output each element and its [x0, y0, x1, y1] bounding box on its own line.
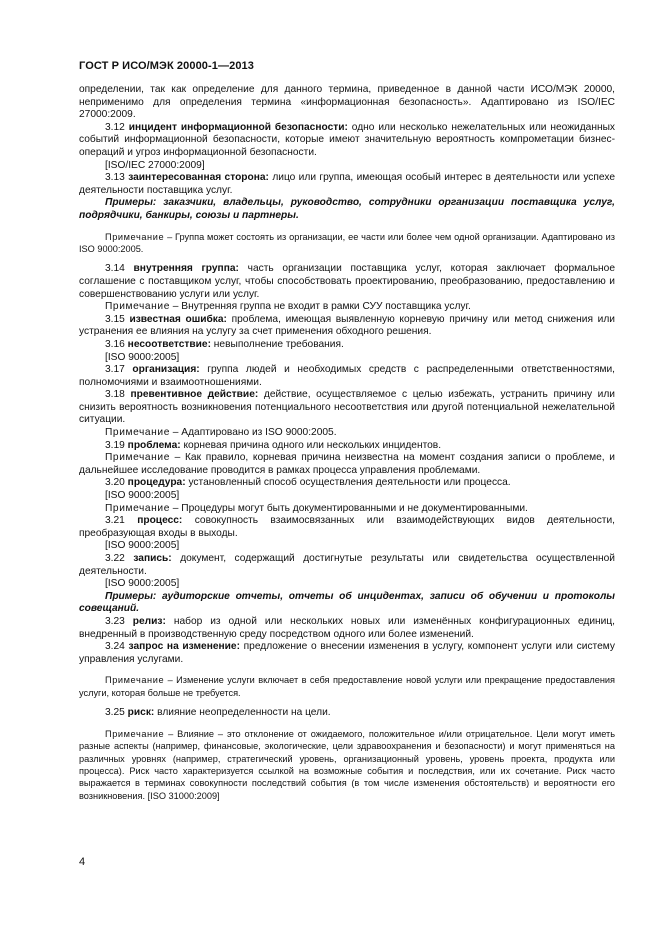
definition-3-13	[79, 172, 615, 197]
note	[79, 674, 615, 699]
definition-term: запрос на изменение:	[128, 641, 240, 653]
definition-term: инцидент информационной безопасности:	[128, 121, 348, 133]
definition-term: процедура:	[127, 477, 186, 489]
definition-term: известная ошибка:	[129, 313, 227, 325]
definition-3-15	[79, 314, 615, 339]
definition-3-20	[79, 477, 615, 490]
definition-term: превентивное действие:	[130, 389, 259, 401]
definition-3-21	[79, 515, 615, 540]
definition-number: 3.14	[105, 263, 134, 275]
note-label: Примечание	[105, 728, 165, 739]
definition-number: 3.22	[105, 553, 134, 564]
note-text: – Изменение услуги включает в себя предоставление новой услуги или прекращение предоставления услуги, которая больше не требуется.	[79, 675, 615, 698]
definition-text: установленный способ осуществления деятельности или процесса.	[185, 477, 511, 489]
definition-term: запись:	[133, 553, 172, 564]
reference: [ISO 31000:2009]	[145, 790, 220, 801]
note	[79, 728, 615, 802]
definition-3-12	[79, 122, 615, 160]
note-label: Примечание	[105, 427, 170, 439]
definition-text: одно или несколько нежелательных или неожиданных событий информационной безопасности, которые имеют значительную вероятность компрометации бизнес-операций и угроз информационной безопасности.	[79, 121, 615, 158]
note-label: Примечание	[105, 675, 165, 686]
definition-3-22	[79, 553, 615, 578]
definition-text: часть организации поставщика услуг, которая заключает формальное соглашение с поставщиком услуг, чтобы способствовать проектированию, преобразованию, предоставлению и совершенствованию услуги или услуг.	[79, 263, 615, 300]
reference: [ISO 9000:2005]	[105, 351, 180, 363]
definition-3-25	[79, 707, 615, 720]
note-text: – Группа может состоять из организации, ее части или более чем одной организации. Адаптировано из ISO 9000:2005.	[79, 231, 615, 254]
spacer	[79, 666, 615, 674]
note-text: – Процедуры могут быть документированными и не документированными.	[169, 502, 528, 514]
spacer	[79, 720, 615, 728]
definition-text: документ, содержащий достигнутые результаты или свидетельства осуществленной деятельности.	[79, 553, 615, 577]
note-label: Примечание	[105, 452, 170, 464]
definition-text: совокупность взаимосвязанных или взаимодействующих видов деятельности, преобразующая входы в выходы.	[79, 515, 615, 539]
definition-term: несоответствие:	[127, 338, 211, 350]
definition-term: риск:	[127, 707, 155, 719]
definition-3-24	[79, 641, 615, 666]
definition-3-14	[79, 263, 615, 301]
note-text: – Влияние – это отклонение от ожидаемого, положительное и/или отрицательное. Цели могут иметь разные аспекты (например, финансовые, экологические, цели здравоохранения и безопасности) и могут применяться на различных уровнях (например, стратегический уровень, организационный уровень, уровень проекта, продукта или процесса). Риск часто характеризуется ссылкой на возможные события и последствия, или их сочетание. Риск часто выражается в терминах совокупности последствий события (в том числе изменения обстоятельств) и вероятности его возникновения.	[79, 728, 615, 801]
note-label: Примечание	[105, 502, 170, 514]
page-number: 4	[79, 856, 86, 868]
definition-text: действие, осуществляемое с целью избежать, устранить причину или снизить вероятность возникновения потенциального несоответствия или другой потенциальной нежелательной ситуации.	[79, 389, 615, 426]
definition-number: 3.23	[105, 615, 133, 627]
definition-term: процесс:	[137, 515, 183, 527]
document-body	[79, 84, 615, 802]
definition-number: 3.13	[105, 172, 129, 184]
spacer	[79, 223, 615, 231]
definition-text: лицо или группа, имеющая особый интерес в деятельности или успехе деятельности поставщика услуг.	[79, 172, 615, 196]
definition-term: внутренняя группа:	[133, 263, 239, 275]
note	[79, 452, 615, 477]
reference: [ISO 9000:2005]	[105, 490, 180, 502]
definition-number: 3.18	[105, 389, 131, 401]
definition-number: 3.25	[105, 707, 128, 719]
definition-number: 3.15	[105, 313, 130, 325]
spacer	[79, 699, 615, 707]
definition-3-23	[79, 616, 615, 641]
note-label: Примечание	[105, 301, 170, 313]
note-text: – Внутренняя группа не входит в рамки СУУ поставщика услуг.	[169, 301, 471, 313]
running-header: ГОСТ Р ИСО/МЭК 20000-1—2013	[79, 60, 254, 72]
example: Примеры: заказчики, владельцы, руководство, сотрудники организации поставщика услуг, подрядчики, банкиры, союзы и партнеры.	[79, 197, 615, 221]
definition-text: влияние неопределенности на цели.	[154, 707, 331, 719]
note	[79, 503, 615, 516]
note-text: – Как правило, корневая причина неизвестна на момент создания записи о проблеме, и дальнейшее исследование проводится в рамках процесса управления проблемами.	[79, 452, 615, 476]
definition-term: заинтересованная сторона:	[128, 172, 269, 184]
note-text: – Адаптировано из ISO 9000:2005.	[169, 427, 337, 439]
definition-number: 3.20	[105, 477, 128, 489]
definition-text: невыполнение требования.	[210, 338, 344, 350]
definition-number: 3.17	[105, 364, 133, 376]
definition-number: 3.21	[105, 515, 138, 527]
definition-text: корневая причина одного или нескольких инцидентов.	[180, 439, 442, 451]
definition-term: проблема:	[127, 439, 181, 451]
definition-text: группа людей и необходимых средств с распределенными ответственностями, полномочиями и взаимоотношениями.	[79, 364, 615, 388]
reference: [ISO 9000:2005]	[105, 540, 180, 552]
note	[79, 231, 615, 256]
paragraph-continuation: определении, так как определение для данного термина, приведенное в данной части ИСО/МЭК 20000, неприменимо для определения термина «информационная безопасность». Адаптировано из ISO/IEC 27000:2009.	[79, 84, 615, 121]
definition-number: 3.12	[105, 121, 129, 133]
definition-number: 3.19	[105, 439, 128, 451]
definition-term: организация:	[132, 364, 200, 376]
note	[79, 301, 615, 314]
definition-3-16	[79, 339, 615, 352]
definition-number: 3.24	[105, 641, 129, 653]
definition-term: релиз:	[132, 615, 166, 627]
reference: [ISO 9000:2005]	[105, 578, 180, 590]
definition-text: набор из одной или нескольких новых или изменённых конфигурационных единиц, внедренный в производственную среду посредством одного или более изменений.	[79, 615, 615, 640]
definition-3-18	[79, 389, 615, 427]
definition-3-17	[79, 364, 615, 389]
example: Примеры: аудиторские отчеты, отчеты об инцидентах, записи об обучении и протоколы совещаний.	[79, 590, 615, 615]
reference: [ISO/IEC 27000:2009]	[105, 159, 205, 171]
definition-text: предложение о внесении изменения в услугу, компонент услуги или систему управления услугами.	[79, 641, 615, 665]
note	[79, 427, 615, 440]
definition-text: проблема, имеющая выявленную корневую причину или метод снижения или устранения ее влияния на услугу за счет применения обходного решения.	[79, 313, 615, 338]
definition-number: 3.16	[105, 338, 128, 350]
note-label: Примечание	[105, 231, 165, 242]
definition-3-19	[79, 440, 615, 453]
